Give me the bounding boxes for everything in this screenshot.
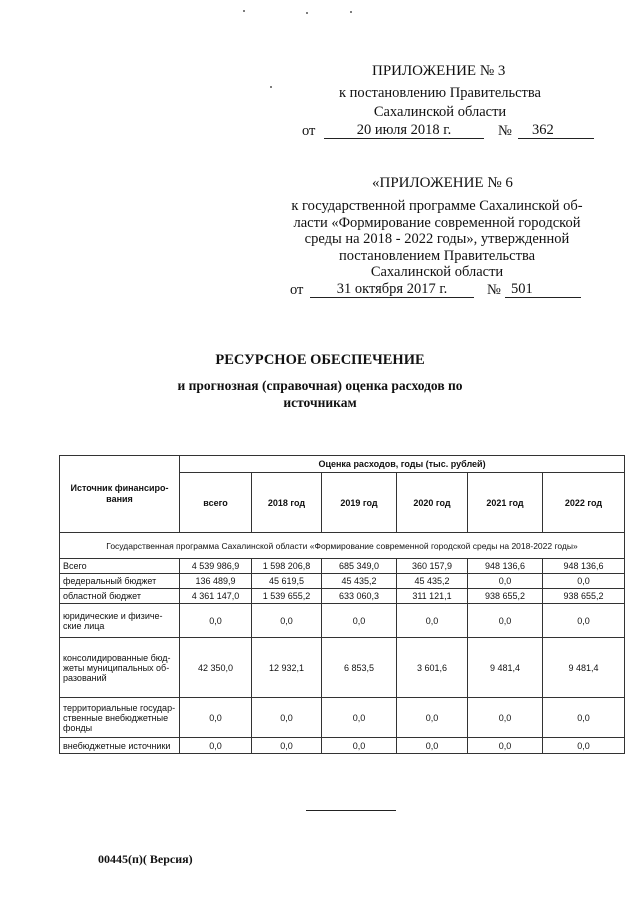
cell-value: 0,0: [468, 604, 543, 638]
estimate-group-header: Оценка расходов, годы (тыс. рублей): [180, 456, 625, 473]
document-subtitle-line-1: и прогнозная (справочная) оценка расходов по: [177, 378, 463, 393]
separator-line: [306, 810, 396, 811]
row-source: юридические и физиче-ские лица: [60, 604, 180, 638]
table-row: [60, 574, 625, 589]
cell-value: 42 350,0: [180, 638, 252, 698]
cell-value: 0,0: [543, 604, 625, 638]
cell-value: 0,0: [252, 698, 322, 738]
cell-value: 0,0: [252, 604, 322, 638]
resolution-date: 20 июля 2018 г.: [324, 122, 484, 139]
program-date: 31 октября 2017 г.: [310, 281, 474, 298]
cell-value: 0,0: [468, 738, 543, 754]
cell-value: 136 489,9: [180, 574, 252, 589]
cell-value: 0,0: [322, 604, 397, 638]
cell-value: 4 361 147,0: [180, 589, 252, 604]
row-source: консолидированные бюд-жеты муниципальных об-разований: [60, 638, 180, 698]
from-label: от: [302, 123, 316, 139]
cell-value: 685 349,0: [322, 559, 397, 574]
col-2019-header: 2019 год: [322, 473, 397, 533]
col-2021-header: 2021 год: [468, 473, 543, 533]
resolution-line-1: к постановлению Правительства: [339, 85, 541, 101]
scan-speck: [243, 10, 245, 12]
cell-value: 0,0: [397, 698, 468, 738]
table-row: [60, 604, 625, 638]
program-line-3: среды на 2018 - 2022 годы», утвержденной: [304, 231, 570, 247]
col-2022-header: 2022 год: [543, 473, 625, 533]
from-label-2: от: [290, 282, 304, 298]
cell-value: 948 136,6: [468, 559, 543, 574]
cell-value: 0,0: [543, 698, 625, 738]
footer-code: 00445(п)( Версия): [98, 852, 193, 866]
cell-value: 0,0: [468, 574, 543, 589]
resolution-number: [518, 122, 594, 139]
table-row: [60, 638, 625, 698]
cell-value: 938 655,2: [543, 589, 625, 604]
cell-value: 0,0: [180, 604, 252, 638]
cell-value: 0,0: [180, 698, 252, 738]
appendix-6-heading: «ПРИЛОЖЕНИЕ № 6: [372, 175, 513, 191]
cell-value: 0,0: [322, 698, 397, 738]
cell-value: 0,0: [397, 604, 468, 638]
cell-value: 938 655,2: [468, 589, 543, 604]
col-total-header: всего: [180, 473, 252, 533]
program-number-value: 501: [511, 281, 533, 297]
program-line-2: ласти «Формирование современной городской: [293, 215, 581, 231]
cell-value: 0,0: [252, 738, 322, 754]
cell-value: 360 157,9: [397, 559, 468, 574]
row-source: территориальные государ-ственные внебюджетные фонды: [60, 698, 180, 738]
cell-value: 633 060,3: [322, 589, 397, 604]
cell-value: 9 481,4: [543, 638, 625, 698]
cell-value: 12 932,1: [252, 638, 322, 698]
program-line-4: постановлением Правительства: [338, 248, 536, 264]
number-label-2: №: [487, 282, 501, 298]
cell-value: 3 601,6: [397, 638, 468, 698]
col-2018-header: 2018 год: [252, 473, 322, 533]
table-row: [60, 698, 625, 738]
table-row: [60, 589, 625, 604]
cell-value: 0,0: [180, 738, 252, 754]
cell-value: 0,0: [543, 738, 625, 754]
cell-value: 0,0: [543, 574, 625, 589]
document-subtitle-line-2: источникам: [283, 395, 357, 410]
row-source: внебюджетные источники: [60, 738, 180, 754]
cell-value: 1 598 206,8: [252, 559, 322, 574]
cell-value: 948 136,6: [543, 559, 625, 574]
cell-value: 45 435,2: [397, 574, 468, 589]
resolution-number-value: 362: [532, 122, 554, 138]
row-source: Всего: [60, 559, 180, 574]
cell-value: 1 539 655,2: [252, 589, 322, 604]
resolution-line-2: Сахалинской области: [373, 104, 507, 120]
scan-speck: [306, 12, 308, 14]
cell-value: 9 481,4: [468, 638, 543, 698]
cell-value: 45 619,5: [252, 574, 322, 589]
row-source: федеральный бюджет: [60, 574, 180, 589]
cell-value: 6 853,5: [322, 638, 397, 698]
document-title: РЕСУРСНОЕ ОБЕСПЕЧЕНИЕ: [215, 352, 425, 368]
col-2020-header: 2020 год: [397, 473, 468, 533]
appendix-3-heading: ПРИЛОЖЕНИЕ № 3: [372, 63, 506, 79]
scan-speck: [270, 86, 272, 88]
row-source: областной бюджет: [60, 589, 180, 604]
program-line-5: Сахалинской области: [370, 264, 504, 280]
table-row: [60, 738, 625, 754]
table-row: [60, 559, 625, 574]
resource-table: [59, 455, 625, 754]
number-label: №: [498, 123, 512, 139]
source-column-header: Источник финансиро-вания: [60, 456, 180, 533]
cell-value: 0,0: [322, 738, 397, 754]
program-row: Государственная программа Сахалинской области «Формирование современной городской среды на 2018-2022 годы»: [60, 533, 625, 559]
program-line-1: к государственной программе Сахалинской об-: [291, 198, 583, 214]
cell-value: 0,0: [397, 738, 468, 754]
scan-speck: [350, 11, 352, 13]
cell-value: 45 435,2: [322, 574, 397, 589]
program-number: [505, 281, 581, 298]
cell-value: 4 539 986,9: [180, 559, 252, 574]
cell-value: 311 121,1: [397, 589, 468, 604]
cell-value: 0,0: [468, 698, 543, 738]
